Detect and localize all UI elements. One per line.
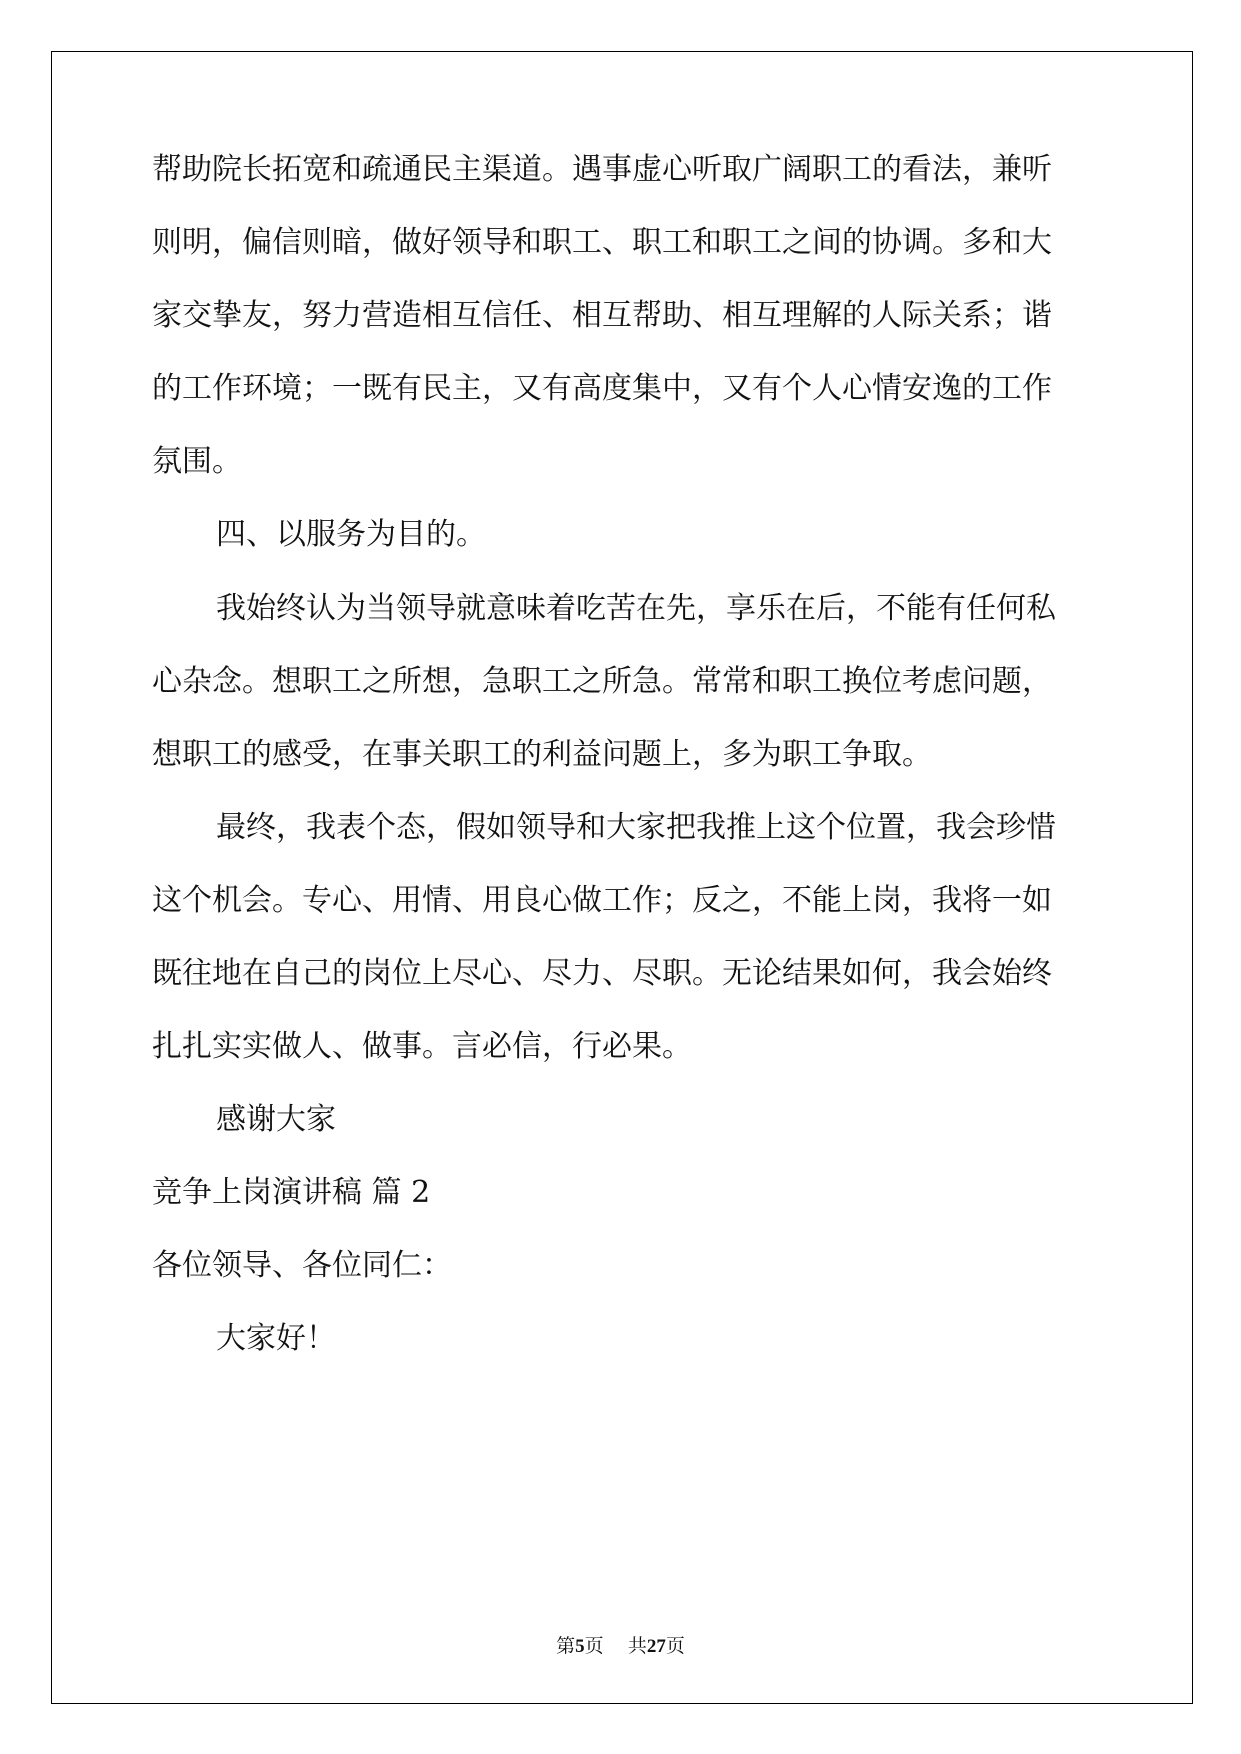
- salutation: 各位领导、各位同仁：: [152, 1248, 452, 1283]
- text-line: 我始终认为当领导就意味着吃苦在先，享乐在后，不能有任何私: [216, 591, 1056, 626]
- text-line: 既往地在自己的岗位上尽心、尽力、尽职。无论结果如何，我会始终: [152, 956, 1052, 991]
- section-heading: 四、以服务为目的。: [216, 517, 486, 552]
- text-line: 则明，偏信则暗，做好领导和职工、职工和职工之间的协调。多和大: [152, 225, 1052, 260]
- text-line: 家交挚友，努力营造相互信任、相互帮助、相互理解的人际关系；谐: [152, 298, 1052, 333]
- text-line: 感谢大家: [216, 1102, 336, 1137]
- text-line: 氛围。: [152, 444, 242, 479]
- text-line: 心杂念。想职工之所想，急职工之所急。常常和职工换位考虑问题，: [152, 664, 1052, 699]
- footer-total-suffix: 页: [665, 1635, 685, 1657]
- greeting: 大家好！: [216, 1321, 336, 1356]
- document-heading: 竞争上岗演讲稿 篇 2: [152, 1175, 431, 1210]
- text-line: 扎扎实实做人、做事。言必信，行必果。: [152, 1029, 692, 1064]
- text-line: 帮助院长拓宽和疏通民主渠道。遇事虚心听取广阔职工的看法，兼听: [152, 152, 1052, 187]
- footer-page-suffix: 页: [584, 1635, 604, 1657]
- footer-prefix: 第: [556, 1635, 576, 1657]
- footer-total-prefix: 共: [627, 1635, 647, 1657]
- page-footer: [0, 1631, 1241, 1658]
- total-pages: 27: [646, 1636, 666, 1657]
- text-line: 最终，我表个态，假如领导和大家把我推上这个位置，我会珍惜: [216, 810, 1056, 845]
- text-line: 想职工的感受，在事关职工的利益问题上，多为职工争取。: [152, 737, 932, 772]
- text-line: 的工作环境；一既有民主，又有高度集中，又有个人心情安逸的工作: [152, 371, 1052, 406]
- text-line: 这个机会。专心、用情、用良心做工作；反之，不能上岗，我将一如: [152, 883, 1052, 918]
- page-number: 5: [575, 1636, 585, 1657]
